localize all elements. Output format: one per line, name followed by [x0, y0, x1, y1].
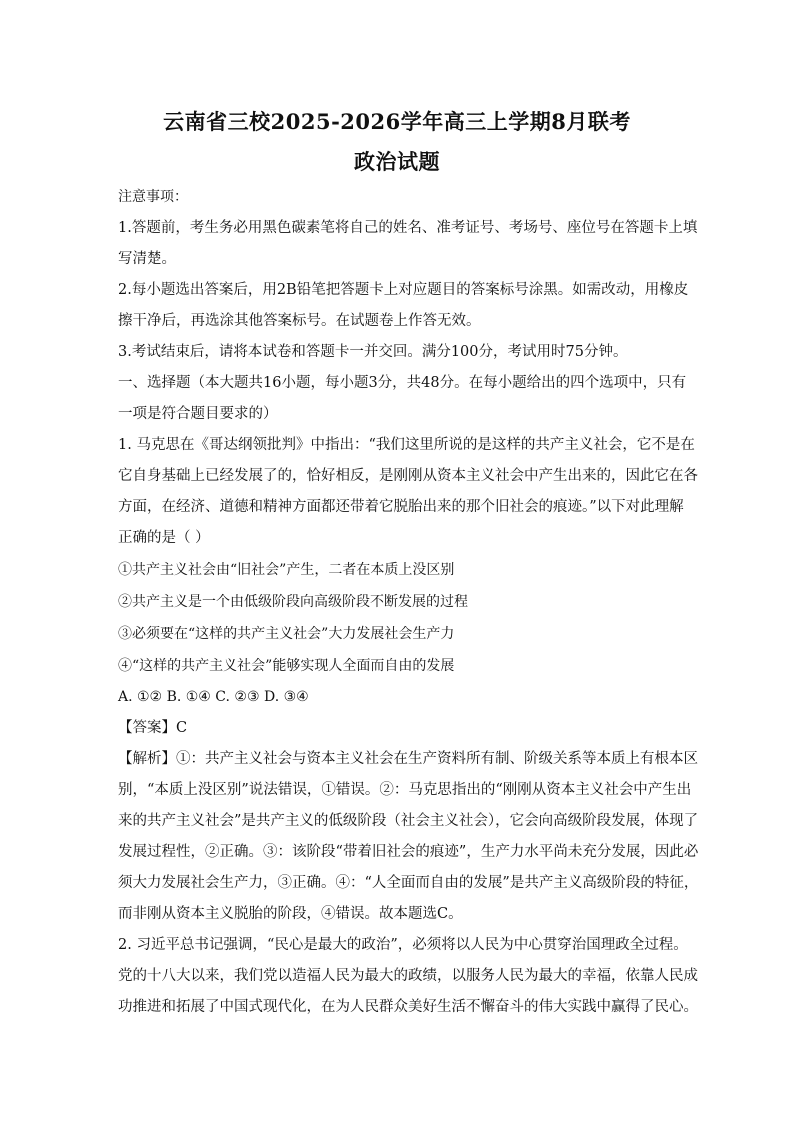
analysis-line: 发展过程性，②正确。③：该阶段“带着旧社会的痕迹”，生产力水平尚未充分发展，因此必: [118, 844, 699, 860]
notice-line: 写清楚。: [118, 251, 176, 267]
exam-subtitle: 政治试题: [354, 149, 440, 174]
section-heading: 一、选择题（本大题共16小题，每小题3分，共48分。在每小题给出的四个选项中，只有: [118, 375, 687, 391]
question-option: ②共产主义是一个由低级阶段向高级阶段不断发展的过程: [118, 594, 468, 610]
analysis-line: 别，“本质上没区别”说法错误，①错误。②：马克思指出的“刚刚从资本主义社会中产生出: [118, 782, 692, 798]
section-heading: 一项是符合题目要求的）: [118, 406, 278, 422]
question-stem: 1. 马克思在《哥达纲领批判》中指出：“我们这里所说的是这样的共产主义社会，它不是在: [118, 437, 695, 453]
answer-choices: A. ①② B. ①④ C. ②③ D. ③④: [118, 689, 309, 705]
notice-heading: 注意事项：: [118, 189, 188, 205]
question-option: ①共产主义社会由“旧社会”产生，二者在本质上没区别: [118, 562, 455, 578]
analysis-line: 来的共产主义社会”是共产主义的低级阶段（社会主义社会），它会向高级阶段发展，体现了: [118, 813, 699, 829]
question-option: ④“这样的共产主义社会”能够实现人全面而自由的发展: [118, 658, 455, 674]
notice-line: 擦干净后，再选涂其他答案标号。在试题卷上作答无效。: [118, 313, 481, 329]
question-stem: 方面，在经济、道德和精神方面都还带着它脱胎出来的那个旧社会的痕迹。”以下对此理解: [118, 499, 684, 515]
question-stem: 党的十八大以来，我们党以造福人民为最大的政绩，以服务人民为最大的幸福，依靠人民成: [118, 968, 698, 984]
analysis-line: 须大力发展社会生产力，③正确。④：“人全面而自由的发展”是共产主义高级阶段的特征，: [118, 875, 699, 891]
analysis-line: 【解析】①：共产主义社会与资本主义社会在生产资料所有制、阶级关系等本质上有根本区: [118, 751, 698, 767]
notice-line: 2.每小题选出答案后，用2B铅笔把答题卡上对应题目的答案标号涂黑。如需改动，用橡皮: [118, 282, 689, 298]
exam-title: 云南省三校2025-2026学年高三上学期8月联考: [163, 109, 631, 134]
question-stem: 2. 习近平总书记强调，“民心是最大的政治”，必须将以人民为中心贯穿治国理政全过程。: [118, 937, 688, 953]
answer-label: 【答案】C: [118, 720, 188, 736]
analysis-line: 而非刚从资本主义脱胎的阶段，④错误。故本题选C。: [118, 906, 463, 922]
notice-line: 1.答题前，考生务必用黑色碳素笔将自己的姓名、准考证号、考场号、座位号在答题卡上填: [118, 220, 698, 236]
question-stem: 它自身基础上已经发展了的，恰好相反，是刚刚从资本主义社会中产生出来的，因此它在各: [118, 468, 698, 484]
question-stem: 功推进和拓展了中国式现代化，在为人民群众美好生活不懈奋斗的伟大实践中赢得了民心。: [118, 999, 698, 1015]
notice-line: 3.考试结束后，请将本试卷和答题卡一并交回。满分100分，考试用时75分钟。: [118, 344, 628, 360]
question-stem: 正确的是（ ）: [118, 530, 210, 546]
question-option: ③必须要在“这样的共产主义社会”大力发展社会生产力: [118, 626, 455, 642]
